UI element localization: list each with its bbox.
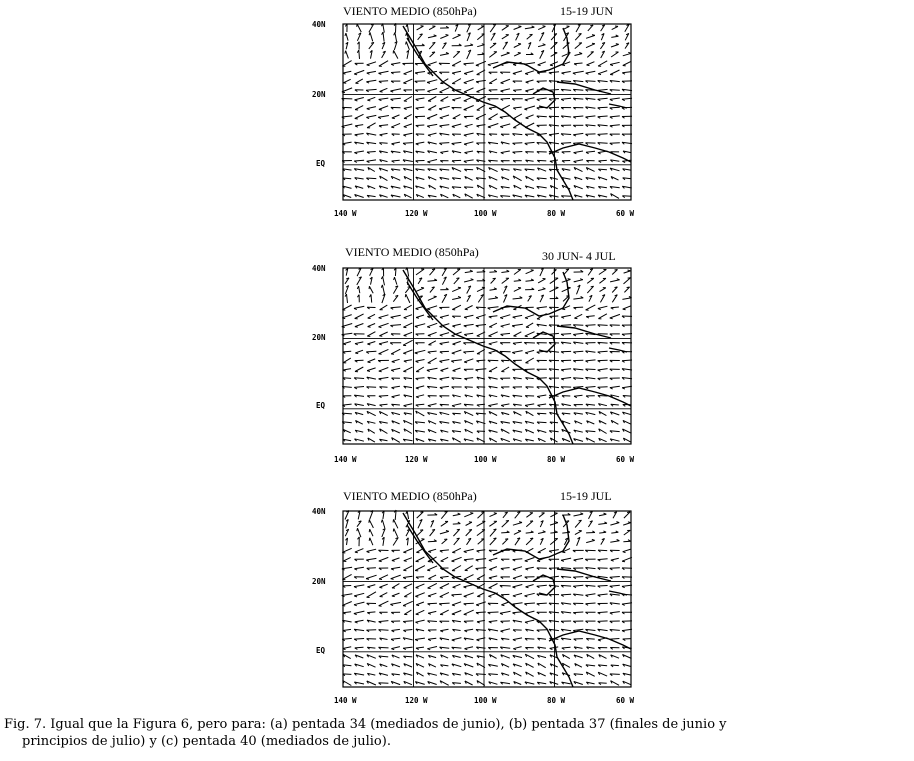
panel-a-title: VIENTO MEDIO (850hPa) <box>343 4 477 18</box>
caption-line-2: principios de julio) y (c) pentada 40 (mediados de julio). <box>22 734 391 749</box>
panel-b-xlabel-140w: 140 W <box>334 455 357 464</box>
panel-c-wind-map <box>343 511 631 687</box>
panel-c-ylabel-eq: EQ <box>316 646 326 655</box>
panel-c-ylabel-40n: 40N <box>312 507 326 516</box>
panel-c-xlabel-140w: 140 W <box>334 696 357 705</box>
panel-b-ylabel-20n: 20N <box>312 333 326 342</box>
panel-a-xlabel-80w: 80 W <box>547 209 566 218</box>
panel-b-title: VIENTO MEDIO (850hPa) <box>345 245 479 259</box>
panel-c-xlabel-120w: 120 W <box>405 696 428 705</box>
panel-c-xlabel-80w: 80 W <box>547 696 566 705</box>
caption-line-1: Fig. 7. Igual que la Figura 6, pero para: (a) pentada 34 (mediados de junio), (b) pentada 37 (finales de junio y <box>4 717 727 732</box>
panel-b-xlabel-60w: 60 W <box>616 455 635 464</box>
panel-c-title: VIENTO MEDIO (850hPa) <box>343 489 477 503</box>
panel-a-ylabel-40n: 40N <box>312 20 326 29</box>
panel-b-date: 30 JUN- 4 JUL <box>542 249 616 263</box>
panel-a-date: 15-19 JUN <box>560 4 613 18</box>
figure-caption <box>4 716 910 750</box>
panel-b-xlabel-80w: 80 W <box>547 455 566 464</box>
panel-c-xlabel-60w: 60 W <box>616 696 635 705</box>
panel-b-xlabel-120w: 120 W <box>405 455 428 464</box>
panel-a-xlabel-140w: 140 W <box>334 209 357 218</box>
panel-b-ylabel-40n: 40N <box>312 264 326 273</box>
panel-a-ylabel-20n: 20N <box>312 90 326 99</box>
panel-b-xlabel-100w: 100 W <box>474 455 497 464</box>
panel-c-date: 15-19 JUL <box>560 489 612 503</box>
panel-b-ylabel-eq: EQ <box>316 401 326 410</box>
panel-a-xlabel-120w: 120 W <box>405 209 428 218</box>
panel-c-ylabel-20n: 20N <box>312 577 326 586</box>
panel-c-xlabel-100w: 100 W <box>474 696 497 705</box>
panel-a-xlabel-60w: 60 W <box>616 209 635 218</box>
panel-a-ylabel-eq: EQ <box>316 159 326 168</box>
panel-a-xlabel-100w: 100 W <box>474 209 497 218</box>
